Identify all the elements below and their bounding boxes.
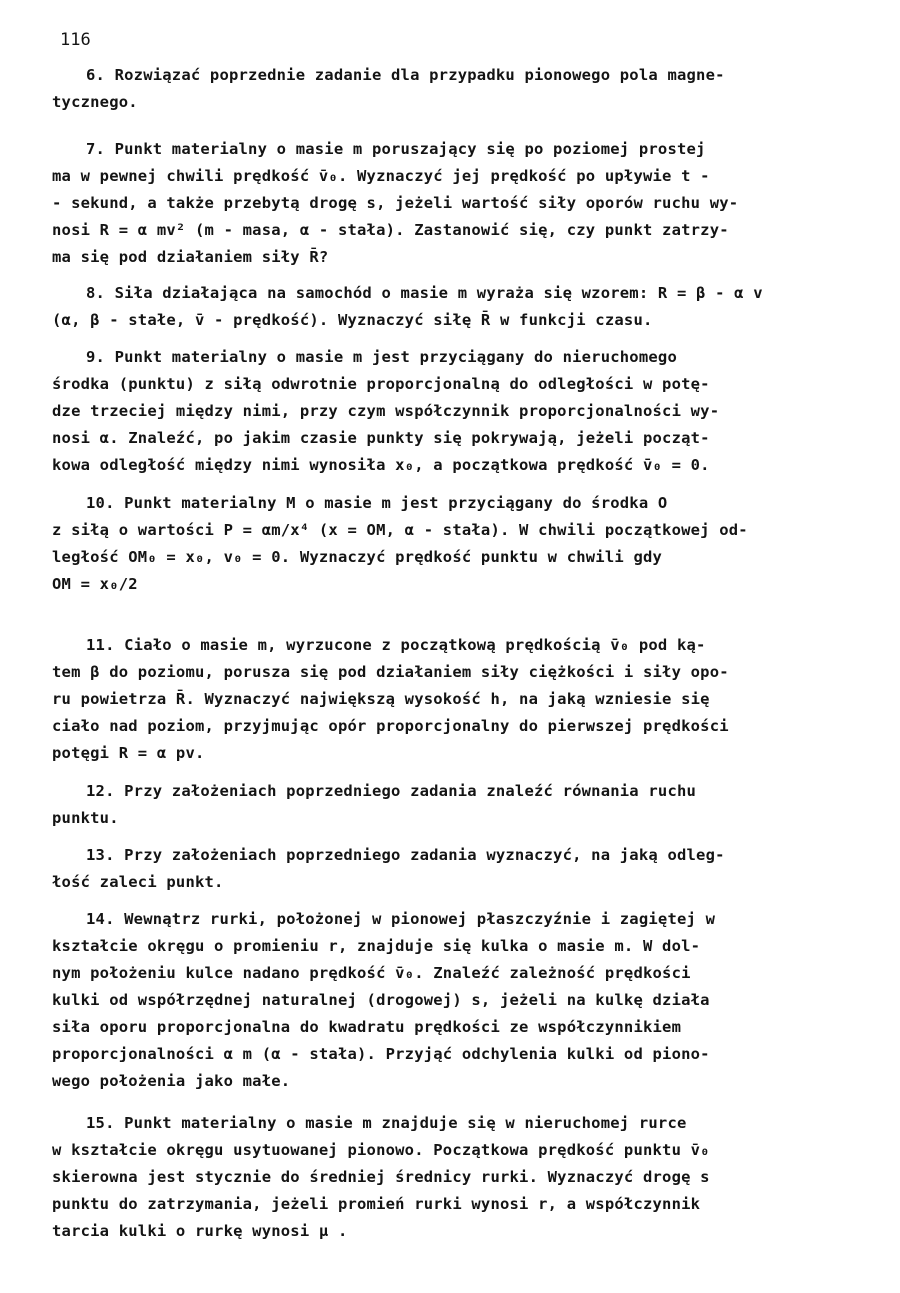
problem-14 [52,906,864,1095]
problem-text-line: tycznego. [52,93,138,111]
problem-text-line: punktu do zatrzymania, jeżeli promień rurki wynosi r, a współczynnik [52,1195,701,1213]
problem-text-line: 6. Rozwiązać poprzednie zadanie dla przypadku pionowego pola magne- [86,66,725,84]
problem-text-line: nosi α. Znaleźć, po jakim czasie punkty się pokrywają, jeżeli począt- [52,429,710,447]
problem-text-line: wego położenia jako małe. [52,1072,291,1090]
problem-text-line: ległość OM₀ = x₀, v₀ = 0. Wyznaczyć prędkość punktu w chwili gdy [52,548,663,566]
problem-text-line: siła oporu proporcjonalna do kwadratu prędkości ze współczynnikiem [52,1018,682,1036]
problem-text-line: w kształcie okręgu usytuowanej pionowo. Początkowa prędkość punktu v̄₀ [52,1141,710,1159]
problem-text-line: 7. Punkt materialny o masie m poruszający się po poziomej prostej [86,140,706,158]
problem-text-line: 10. Punkt materialny M o masie m jest przyciągany do środka O [86,494,668,512]
problem-text-line: 13. Przy założeniach poprzedniego zadania wyznaczyć, na jaką odleg- [86,846,725,864]
problem-text-line: ciało nad poziom, przyjmując opór proporcjonalny do pierwszej prędkości [52,717,729,735]
problem-text-line: 9. Punkt materialny o masie m jest przyciągany do nieruchomego [86,348,677,366]
problem-text-line: 8. Siła działająca na samochód o masie m wyraża się wzorem: R = β - α v [86,284,763,302]
problem-11 [52,632,864,767]
problem-text-line: nym położeniu kulce nadano prędkość v̄₀. Znaleźć zależność prędkości [52,964,691,982]
problem-text-line: tarcia kulki o rurkę wynosi μ . [52,1222,348,1240]
problem-text-line: punktu. [52,809,119,827]
problem-text-line: kształcie okręgu o promieniu r, znajduje się kulka o masie m. W dol- [52,937,701,955]
problem-text-line: kowa odległość między nimi wynosiła x₀, a początkowa prędkość v̄₀ = 0. [52,456,710,474]
problem-7 [52,136,864,271]
problem-text-line: nosi R = α mv² (m - masa, α - stała). Zastanowić się, czy punkt zatrzy- [52,221,729,239]
problem-text-line: dze trzeciej między nimi, przy czym współczynnik proporcjonalności wy- [52,402,720,420]
problem-text-line: środka (punktu) z siłą odwrotnie proporcjonalną do odległości w potę- [52,375,710,393]
problem-text-line: potęgi R = α pv. [52,744,205,762]
problem-text-line: skierowna jest stycznie do średniej średnicy rurki. Wyznaczyć drogę s [52,1168,710,1186]
problem-text-line: 15. Punkt materialny o masie m znajduje się w nieruchomej rurce [86,1114,687,1132]
problem-text-line: tem β do poziomu, porusza się pod działaniem siły ciężkości i siły opo- [52,663,729,681]
problem-15 [52,1110,864,1245]
problem-13 [52,842,864,896]
problem-text-line: z siłą o wartości P = αm/x⁴ (x = OM, α - stała). W chwili początkowej od- [52,521,748,539]
problem-10 [52,490,864,598]
problem-text-line: (α, β - stałe, v̄ - prędkość). Wyznaczyć siłę R̄ w funkcji czasu. [52,311,653,329]
problem-text-line: łość zaleci punkt. [52,873,224,891]
problem-text-line: proporcjonalności α m (α - stała). Przyjąć odchylenia kulki od piono- [52,1045,710,1063]
problem-8 [52,280,864,334]
problem-text-line: 11. Ciało o masie m, wyrzucone z początkową prędkością v̄₀ pod ką- [86,636,706,654]
problem-text-line: ma się pod działaniem siły R̄? [52,248,329,266]
problem-text-line: 14. Wewnątrz rurki, położonej w pionowej płaszczyźnie i zagiętej w [86,910,716,928]
problem-text-line: 12. Przy założeniach poprzedniego zadania znaleźć równania ruchu [86,782,697,800]
problem-text-line: ma w pewnej chwili prędkość v̄₀. Wyznaczyć jej prędkość po upływie t - [52,167,710,185]
problem-6 [52,62,864,116]
problem-12 [52,778,864,832]
page-number: 116 [60,30,91,50]
problem-text-line: ru powietrza R̄. Wyznaczyć największą wysokość h, na jaką wzniesie się [52,690,710,708]
problem-text-line: kulki od współrzędnej naturalnej (drogowej) s, jeżeli na kulkę działa [52,991,710,1009]
problem-text-line: OM = x₀/2 [52,575,138,593]
problem-text-line: - sekund, a także przebytą drogę s, jeżeli wartość siły oporów ruchu wy- [52,194,739,212]
problem-9 [52,344,864,479]
